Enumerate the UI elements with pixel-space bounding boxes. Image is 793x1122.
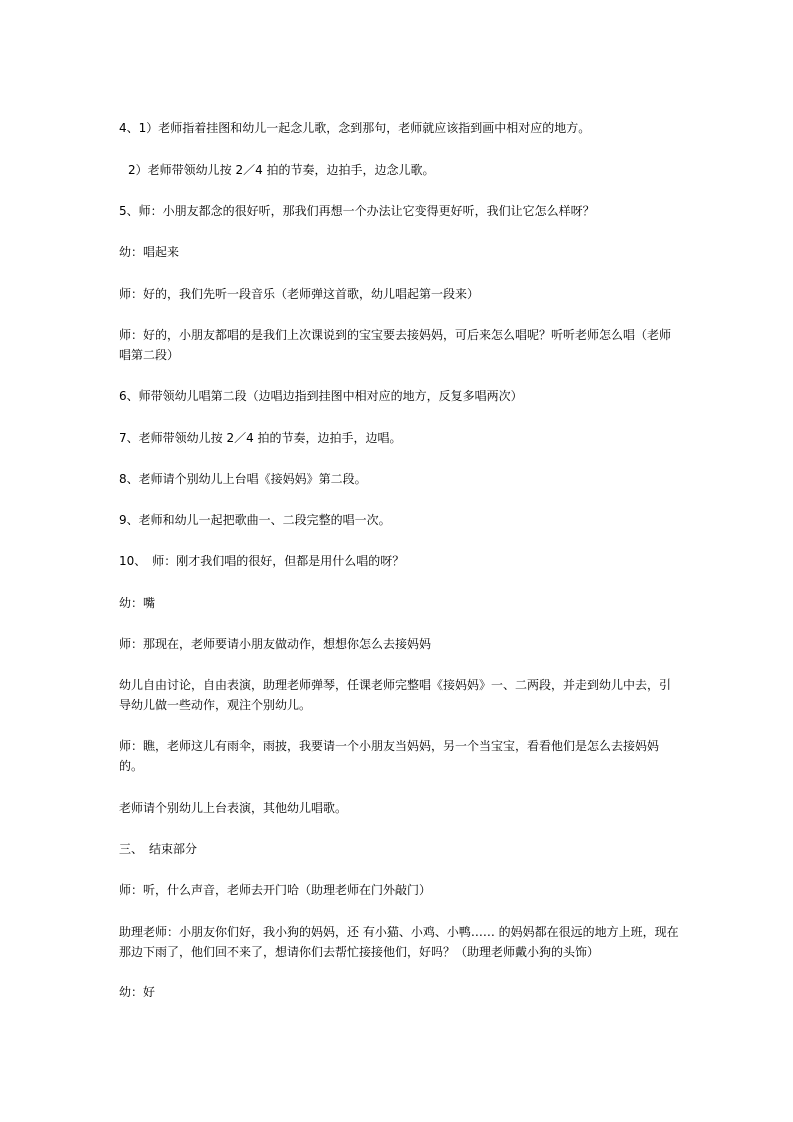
paragraph-child-sing: 幼：唱起来 <box>119 245 180 259</box>
paragraph-step-10: 10、 师：刚才我们唱的很好，但都是用什么唱的呀？ <box>119 554 405 568</box>
paragraph-step-4-2: 2）老师带领幼儿按 2／4 拍的节奏，边拍手，边念儿歌。 <box>128 163 435 177</box>
paragraph-step-8: 8、老师请个别幼儿上台唱《接妈妈》第二段。 <box>119 472 367 486</box>
paragraph-knock-door: 师：听，什么声音，老师去开门哈（助理老师在门外敲门） <box>119 883 432 897</box>
paragraph-umbrella: 师：瞧，老师这儿有雨伞，雨披，我要请一个小朋友当妈妈，另一个当宝宝，看看他们是怎么去接妈妈的。 <box>119 739 660 773</box>
paragraph-step-4-1: 4、1）老师指着挂图和幼儿一起念儿歌，念到那句，老师就应该指到画中相对应的地方。 <box>119 121 591 135</box>
paragraph-teacher-second-verse: 师：好的，小朋友都唱的是我们上次课说到的宝宝要去接妈妈，可后来怎么唱呢？听听老师怎么唱（老师唱第二段） <box>119 328 672 362</box>
paragraph-step-9: 9、老师和幼儿一起把歌曲一、二段完整的唱一次。 <box>119 513 391 527</box>
paragraph-child-yes: 幼：好 <box>119 985 156 999</box>
section-heading-conclusion: 三、 结束部分 <box>119 842 198 856</box>
paragraph-step-7: 7、老师带领幼儿按 2／4 拍的节奏，边拍手，边唱。 <box>119 431 402 445</box>
paragraph-free-discussion: 幼儿自由讨论，自由表演，助理老师弹琴，任课老师完整唱《接妈妈》一、二两段，并走到幼儿中去，引导幼儿做一些动作，观注个别幼儿。 <box>119 678 672 712</box>
paragraph-step-5: 5、师：小朋友都念的很好听，那我们再想一个办法让它变得更好听，我们让它怎么样呀？ <box>119 204 595 218</box>
paragraph-step-6: 6、师带领幼儿唱第二段（边唱边指到挂图中相对应的地方，反复多唱两次） <box>119 389 523 403</box>
paragraph-teacher-actions: 师：那现在，老师要请小朋友做动作，想想你怎么去接妈妈 <box>119 637 432 651</box>
paragraph-assistant-teacher: 助理老师：小朋友你们好，我小狗的妈妈，还 有小猫、小鸡、小鸭…… 的妈妈都在很远的地方上班，现在那边下雨了，他们回不来了，想请你们去帮忙接接他们，好吗？（助理老师戴小狗的头饰） <box>119 925 679 959</box>
document-body <box>119 118 679 1002</box>
paragraph-teacher-music: 师：好的，我们先听一段音乐（老师弹这首歌，幼儿唱起第一段来） <box>119 287 480 301</box>
paragraph-child-mouth: 幼：嘴 <box>119 596 156 610</box>
paragraph-performance: 老师请个别幼儿上台表演，其他幼儿唱歌。 <box>119 801 348 815</box>
